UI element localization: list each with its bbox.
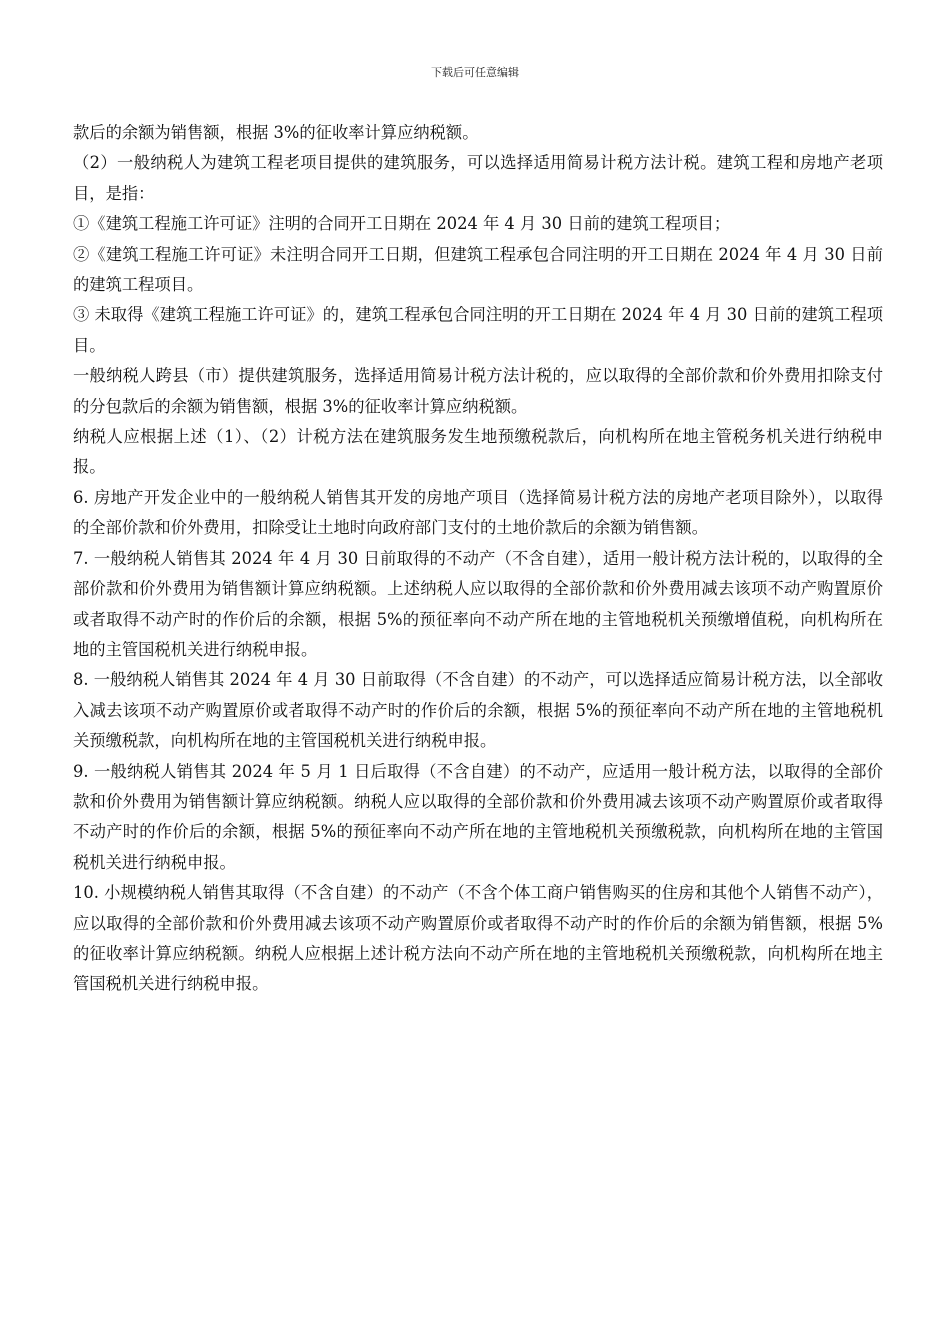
paragraph-8: 6. 房地产开发企业中的一般纳税人销售其开发的房地产项目（选择简易计税方法的房地产老项目除外），以取得的全部价款和价外费用，扣除受让土地时向政府部门支付的土地价款后的余额为销售额。 [73, 487, 883, 538]
document-body [73, 118, 883, 1000]
paragraph-6: 一般纳税人跨县（市）提供建筑服务，选择适用简易计税方法计税的，应以取得的全部价款和价外费用扣除支付的分包款后的余额为销售额，根据 3%的征收率计算应纳税额。 [73, 366, 883, 416]
paragraph-7: 纳税人应根据上述（1）、（2）计税方法在建筑服务发生地预缴税款后，向机构所在地主管税务机关进行纳税申报。 [73, 427, 883, 477]
paragraph-12: 10. 小规模纳税人销售其取得（不含自建）的不动产（不含个体工商户销售购买的住房和其他个人销售不动产），应以取得的全部价款和价外费用减去该项不动产购置原价或者取得不动产时的作价后的余额为销售额，根据 5%的征收率计算应纳税额。纳税人应根据上述计税方法向不动产所在地的主管地税机关预缴税款，向机构所在地主管国税机关进行纳税申报。 [73, 883, 883, 994]
page-header-note: 下载后可任意编辑 [431, 66, 519, 79]
paragraph-10: 8. 一般纳税人销售其 2024 年 4 月 30 日前取得（不含自建）的不动产，可以选择适应简易计税方法，以全部收入减去该项不动产购置原价或者取得不动产时的作价后的余额，根据 5%的预征率向不动产所在地的主管地税机关预缴税款，向机构所在地的主管国税机关进行纳税申报。 [73, 670, 883, 751]
paragraph-5: ③ 未取得《建筑工程施工许可证》的，建筑工程承包合同注明的开工日期在 2024 年 4 月 30 日前的建筑工程项目。 [73, 305, 883, 355]
paragraph-1: 款后的余额为销售额，根据 3%的征收率计算应纳税额。 [73, 123, 479, 142]
paragraph-11: 9. 一般纳税人销售其 2024 年 5 月 1 日后取得（不含自建）的不动产，应适用一般计税方法，以取得的全部价款和价外费用为销售额计算应纳税额。纳税人应以取得的全部价款和价外费用减去该项不动产购置原价或者取得不动产时的作价后的余额，根据 5%的预征率向不动产所在地的主管地税机关预缴税款，向机构所在地的主管国税机关进行纳税申报。 [73, 761, 883, 872]
paragraph-2: （2）一般纳税人为建筑工程老项目提供的建筑服务，可以选择适用简易计税方法计税。建筑工程和房地产老项目，是指： [73, 153, 883, 203]
paragraph-3: ①《建筑工程施工许可证》注明的合同开工日期在 2024 年 4 月 30 日前的建筑工程项目； [73, 214, 731, 234]
paragraph-4: ②《建筑工程施工许可证》未注明合同开工日期，但建筑工程承包合同注明的开工日期在 2024 年 4 月 30 日前的建筑工程项目。 [73, 244, 883, 295]
paragraph-9: 7. 一般纳税人销售其 2024 年 4 月 30 日前取得的不动产（不含自建），适用一般计税方法计税的，以取得的全部价款和价外费用为销售额计算应纳税额。上述纳税人应以取得的全部价款和价外费用减去该项不动产购置原价或者取得不动产时的作价后的余额，根据 5%的预征率向不动产所在地的主管地税机关预缴增值税，向机构所在地的主管国税机关进行纳税申报。 [73, 548, 883, 659]
